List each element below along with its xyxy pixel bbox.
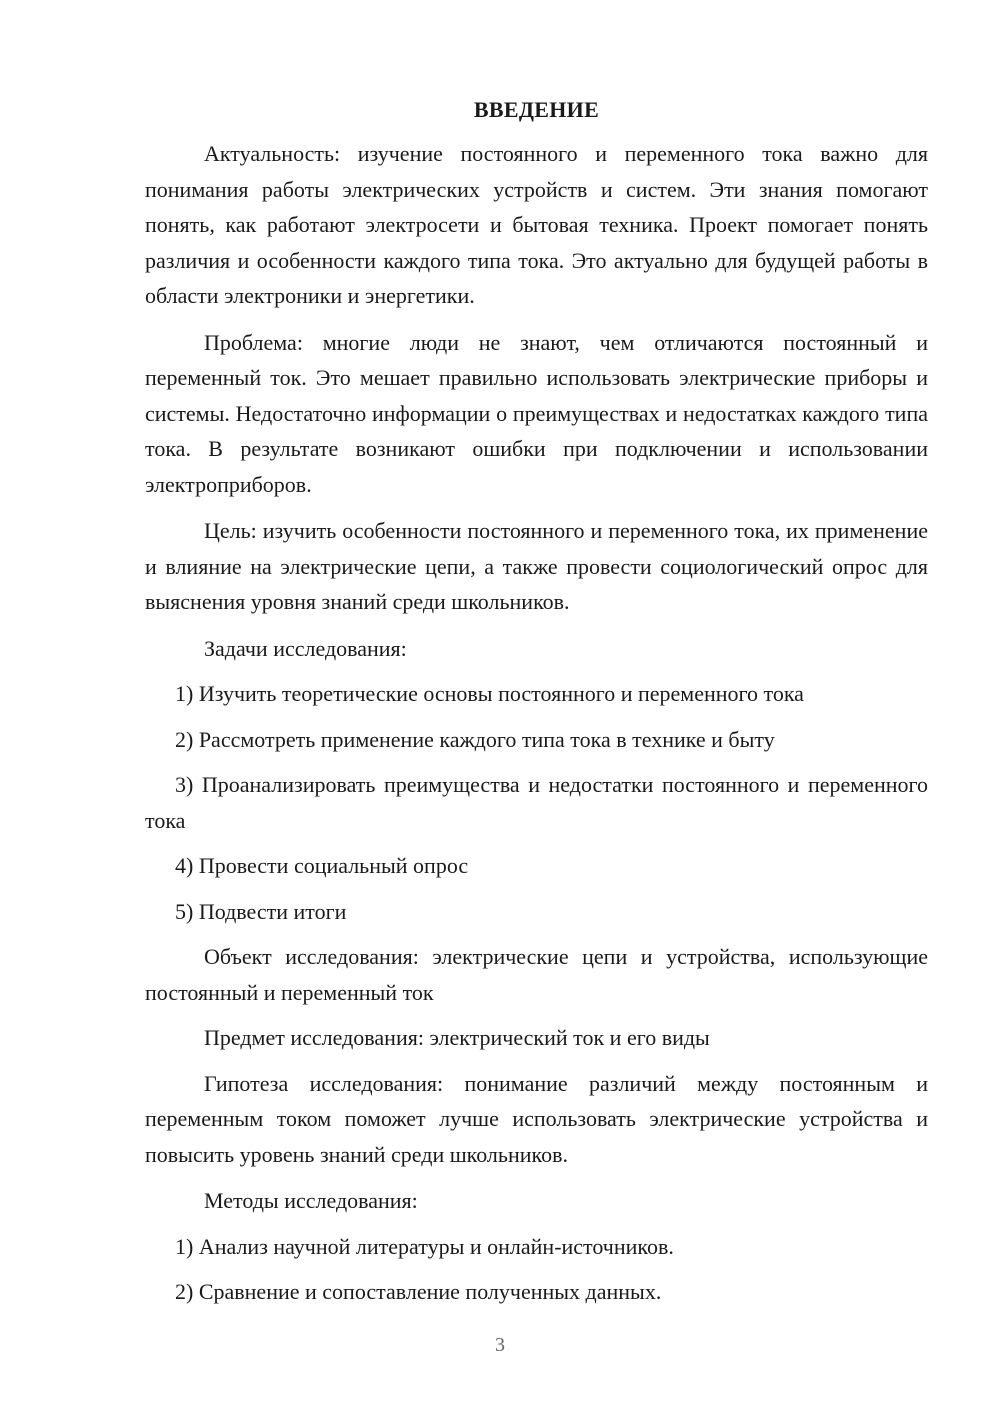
method-item-1: 1) Анализ научной литературы и онлайн-источников. bbox=[175, 1233, 674, 1259]
task-item-3: 3) Проанализировать преимущества и недостатки постоянного и переменного тока bbox=[145, 772, 928, 833]
task-item-5: 5) Подвести итоги bbox=[175, 898, 347, 924]
problem-paragraph: Проблема: многие люди не знают, чем отличаются постоянный и переменный ток. Это мешает правильно использовать электрические приборы и системы. Недостаточно информации о преимуществах и недостатках каждого типа тока. В результате возникают ошибки при подключении и использовании электроприборов. bbox=[145, 329, 928, 497]
subject-paragraph: Предмет исследования: электрический ток и его виды bbox=[204, 1025, 710, 1050]
section-title: ВВЕДЕНИЕ bbox=[473, 97, 600, 122]
page-number: 3 bbox=[495, 1334, 505, 1356]
methods-heading: Методы исследования: bbox=[204, 1188, 418, 1213]
object-paragraph: Объект исследования: электрические цепи и устройства, использующие постоянный и переменный ток bbox=[145, 944, 928, 1005]
task-item-1: 1) Изучить теоретические основы постоянного и переменного тока bbox=[175, 681, 804, 706]
method-item-2: 2) Сравнение и сопоставление полученных данных. bbox=[175, 1279, 662, 1304]
task-item-4: 4) Провести социальный опрос bbox=[175, 853, 469, 878]
goal-paragraph: Цель: изучить особенности постоянного и переменного тока, их применение и влияние на электрические цепи, а также провести социологический опрос для выяснения уровня знаний среди школьников. bbox=[145, 518, 928, 614]
tasks-heading: Задачи исследования: bbox=[204, 635, 407, 661]
hypothesis-paragraph: Гипотеза исследования: понимание различий между постоянным и переменным током поможет лучше использовать электрические устройства и повысить уровень знаний среди школьников. bbox=[145, 1070, 928, 1167]
document-page bbox=[145, 95, 928, 1310]
task-item-2: 2) Рассмотреть применение каждого типа тока в технике и быту bbox=[175, 726, 775, 752]
relevance-paragraph: Актуальность: изучение постоянного и переменного тока важно для понимания работы электрических устройств и систем. Эти знания помогают понять, как работают электросети и бытовая техника. Проект помогает понять различия и особенности каждого типа тока. Это актуально для будущей работы в области электроники и энергетики. bbox=[145, 141, 928, 308]
